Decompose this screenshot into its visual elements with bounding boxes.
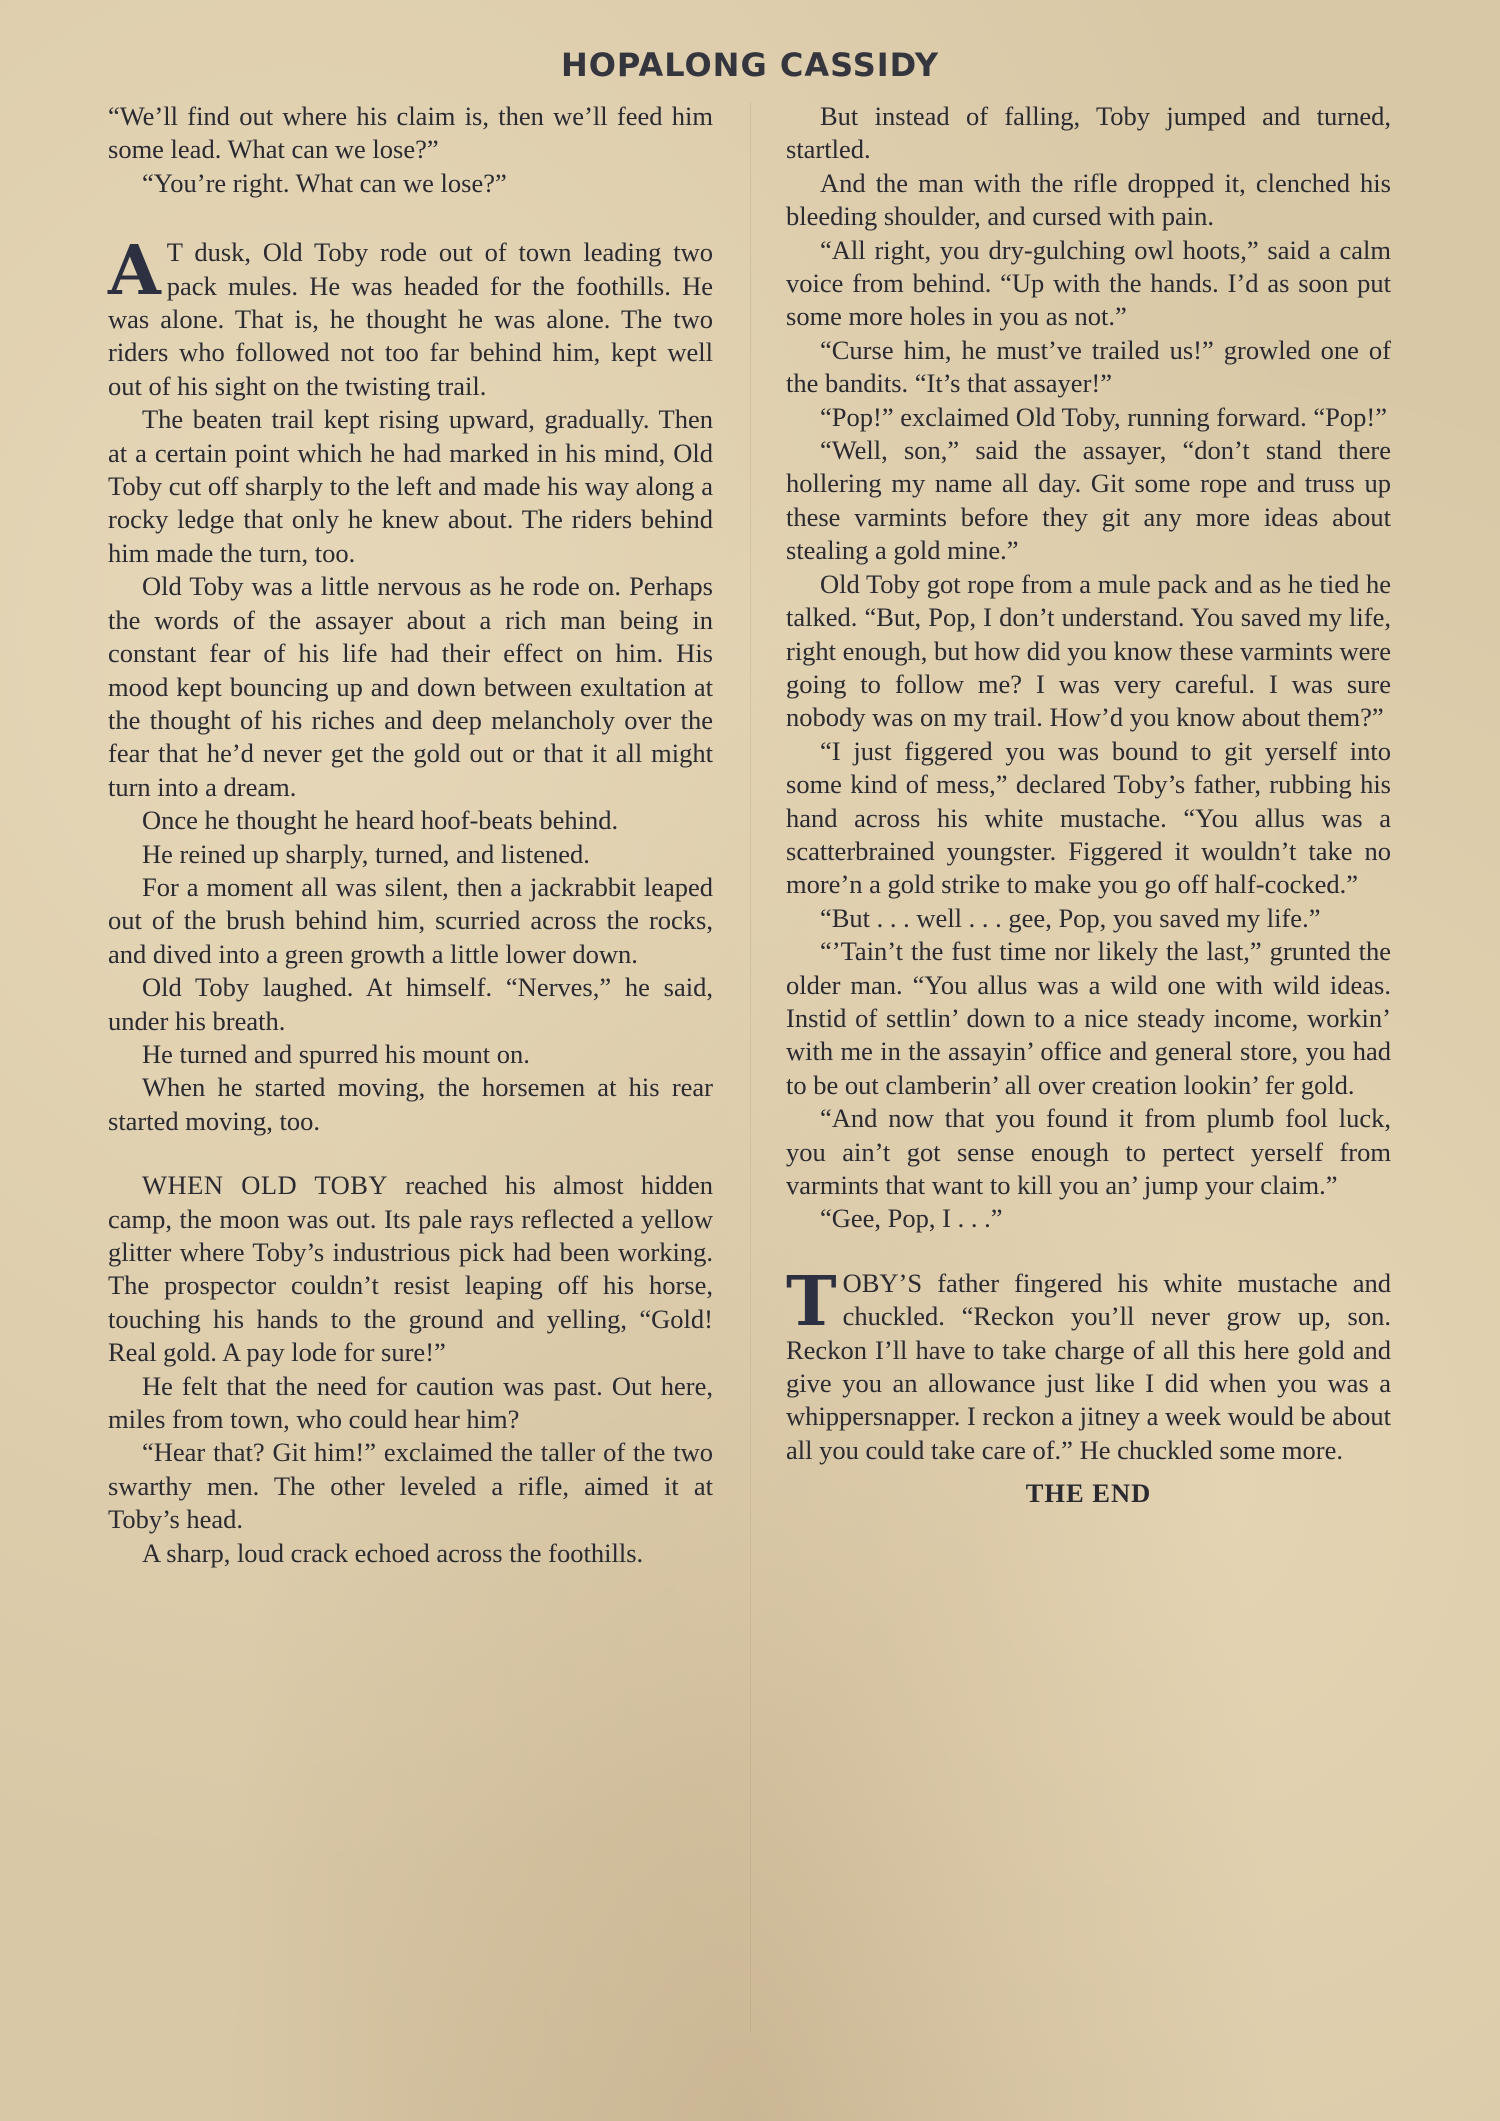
paragraph: “We’ll find out where his claim is, then we’ll feed him some lead. What can we lose?”	[108, 101, 713, 165]
paragraph: A sharp, loud crack echoed across the foothills.	[142, 1537, 644, 1568]
paragraph-text: reached his almost hidden camp, the moon was out. Its pale rays reflected a yellow glitter where Toby’s industrious pick had been working. The prospector couldn’t resist leaping off his horse, touching his hands to the ground and yelling, “Gold! Real gold. A pay lode for sure!”	[108, 1170, 713, 1368]
paragraph-dropcap	[786, 1261, 1391, 1467]
paragraph: “Pop!” exclaimed Old Toby, running forward. “Pop!”	[820, 401, 1388, 432]
paragraph: “Curse him, he must’ve trailed us!” growled one of the bandits. “It’s that assayer!”	[786, 334, 1391, 399]
drop-cap: A	[108, 231, 161, 312]
left-column	[108, 100, 713, 1570]
paragraph-section-start	[108, 1169, 713, 1369]
right-column	[786, 100, 1391, 1511]
paragraph: He reined up sharply, turned, and listened.	[142, 838, 590, 869]
column-gutter	[750, 102, 751, 2032]
page-header: HOPALONG CASSIDY	[560, 46, 940, 84]
the-end-label: THE END	[1025, 1478, 1152, 1509]
paragraph-text: T dusk, Old Toby rode out of town leading two pack mules. He was headed for the foothills. He was alone. That is, he thought he was alone. The two riders who followed not too far behind him, kept well out of his sight on the twisting trail.	[108, 237, 713, 401]
paragraph: And the man with the rifle dropped it, clenched his bleeding shoulder, and cursed with pain.	[786, 167, 1391, 232]
paragraph: Old Toby got rope from a mule pack and as he tied he talked. “But, Pop, I don’t understand. You saved my life, right enough, but how did you know these varmints were going to follow me? I was very careful. I was sure nobody was on my trail. How’d you know about them?”	[786, 568, 1391, 733]
paragraph: “Well, son,” said the assayer, “don’t stand there hollering my name all day. Git some rope and truss up these varmints before they git any more ideas about stealing a gold mine.”	[786, 435, 1391, 566]
paragraph: Old Toby was a little nervous as he rode on. Perhaps the words of the assayer about a rich man being in constant fear of his life had their effect on him. His mood kept bouncing up and down between exultation at the thought of his riches and deep melancholy over the fear that he’d never get the gold out or that it all might turn into a dream.	[108, 571, 713, 802]
paragraph: When he started moving, the horsemen at his rear started moving, too.	[108, 1072, 713, 1136]
drop-cap: T	[786, 1261, 837, 1342]
paragraph: For a moment all was silent, then a jackrabbit leaped out of the brush behind him, scurried across the rocks, and dived into a green growth a little lower down.	[108, 871, 713, 969]
paragraph: “But . . . well . . . gee, Pop, you saved my life.”	[820, 902, 1321, 933]
paragraph: He felt that the need for caution was past. Out here, miles from town, who could hear him?	[108, 1370, 713, 1435]
paragraph: “Gee, Pop, I . . .”	[820, 1203, 1003, 1234]
paragraph: The beaten trail kept rising upward, gradually. Then at a certain point which he had marked in his mind, Old Toby cut off sharply to the left and made his way along a rocky ledge that only he knew about. The riders behind him made the turn, too.	[108, 404, 713, 568]
paragraph: “All right, you dry-gulching owl hoots,” said a calm voice from behind. “Up with the hands. I’d as soon put some more holes in you as not.”	[786, 234, 1391, 332]
paragraph-dropcap	[108, 231, 713, 403]
paragraph: “I just figgered you was bound to git yerself into some kind of mess,” declared Toby’s father, rubbing his hand across his white mustache. “You allus was a scatterbrained youngster. Figgered it wouldn’t take no more’n a gold strike to make you go off half-cocked.”	[786, 735, 1391, 900]
paragraph: “You’re right. What can we lose?”	[142, 167, 507, 198]
section-lead-in: WHEN OLD TOBY	[142, 1170, 389, 1201]
paragraph: “And now that you found it from plumb fool luck, you ain’t got sense enough to pertect yerself from varmints that want to kill you an’ jump your claim.”	[786, 1103, 1391, 1200]
paragraph-text: OBY’S father fingered his white mustache and chuckled. “Reckon you’ll never grow up, son. Reckon I’ll have to take charge of all this here gold and give you an allowance just like I did when you was a whippersnapper. I reckon a jitney a week would be about all you could take care of.” He chuckled some more.	[786, 1267, 1391, 1465]
paragraph: “’Tain’t the fust time nor likely the last,” grunted the older man. “You allus was a wild one with wild ideas. Instid of settlin’ down to a nice steady income, workin’ with me in the assayin’ office and general store, you had to be out clamberin’ all over creation lookin’ fer gold.	[786, 936, 1391, 1100]
paragraph: Old Toby laughed. At himself. “Nerves,” he said, under his breath.	[108, 972, 713, 1036]
paragraph: He turned and spurred his mount on.	[142, 1038, 530, 1069]
paragraph: “Hear that? Git him!” exclaimed the taller of the two swarthy men. The other leveled a rifle, aimed it at Toby’s head.	[108, 1437, 713, 1535]
paragraph: But instead of falling, Toby jumped and turned, startled.	[786, 101, 1391, 165]
paragraph: Once he thought he heard hoof-beats behind.	[142, 805, 619, 836]
